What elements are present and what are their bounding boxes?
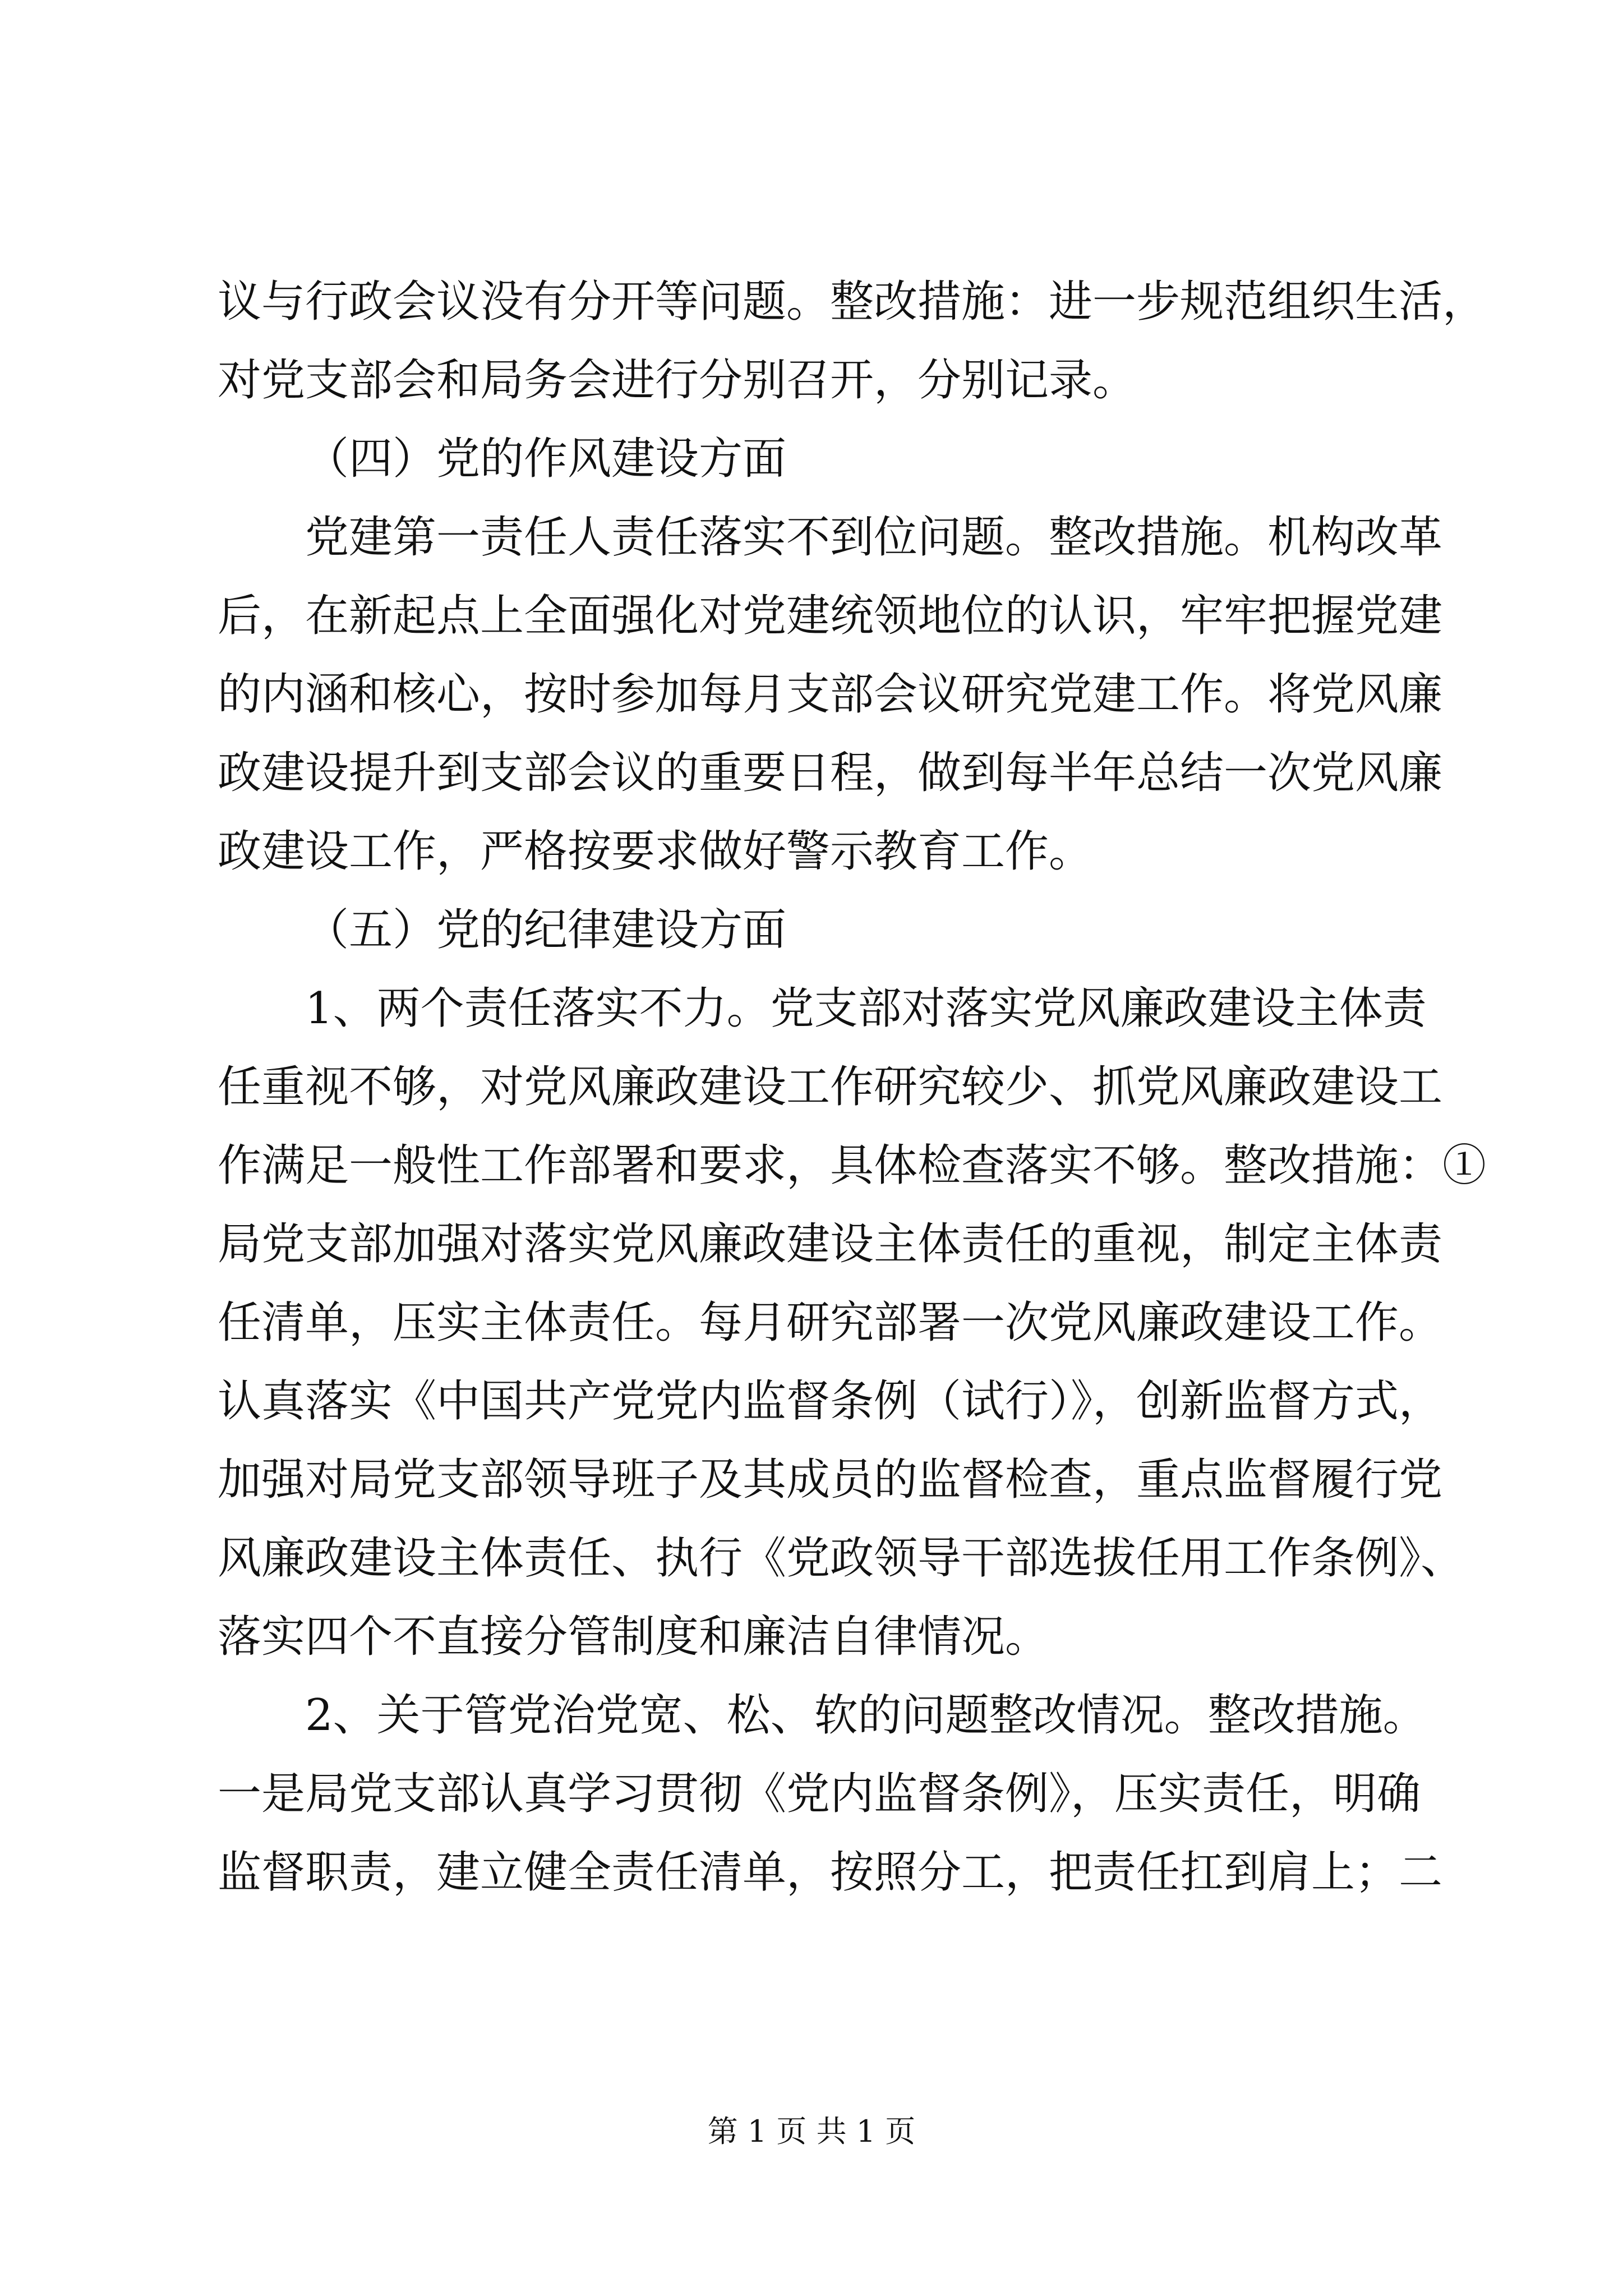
text-line: 任清单，压实主体责任。每月研究部署一次党风廉政建设工作。	[218, 1297, 1443, 1348]
body-text	[218, 263, 1487, 1912]
paragraph-first-line: 1、两个责任落实不力。党支部对落实党风廉政建设主体责	[305, 983, 1427, 1034]
text-line: 落实四个不直接分管制度和廉洁自律情况。	[218, 1612, 1049, 1662]
text-line: 风廉政建设主体责任、执行《党政领导干部选拔任用工作条例》、	[218, 1533, 1465, 1584]
text-line: 监督职责，建立健全责任清单，按照分工，把责任扛到肩上；二	[218, 1847, 1443, 1898]
text-line: 加强对局党支部领导班子及其成员的监督检查，重点监督履行党	[218, 1455, 1443, 1505]
text-line: 局党支部加强对落实党风廉政建设主体责任的重视，制定主体责	[218, 1219, 1443, 1269]
text-line: 作满足一般性工作部署和要求，具体检查落实不够。整改措施：①	[218, 1140, 1487, 1191]
text-line: 任重视不够，对党风廉政建设工作研究较少、抓党风廉政建设工	[218, 1062, 1443, 1112]
text-line: 对党支部会和局务会进行分别召开，分别记录。	[218, 355, 1137, 406]
text-line: 的内涵和核心，按时参加每月支部会议研究党建工作。将党风廉	[218, 669, 1443, 720]
text-line: 认真落实《中国共产党党内监督条例（试行）》，创新监督方式，	[218, 1376, 1443, 1427]
section-heading: （五）党的纪律建设方面	[305, 905, 787, 955]
text-line: 政建设提升到支部会议的重要日程，做到每半年总结一次党风廉	[218, 748, 1443, 798]
paragraph-first-line: 2、关于管党治党宽、松、软的问题整改情况。整改措施。	[305, 1690, 1427, 1741]
text-line: 一是局党支部认真学习贯彻《党内监督条例》，压实责任，明确	[218, 1769, 1421, 1819]
paragraph-first-line: 党建第一责任人责任落实不到位问题。整改措施。机构改革	[305, 512, 1443, 563]
section-heading: （四）党的作风建设方面	[305, 434, 787, 484]
text-line: 后，在新起点上全面强化对党建统领地位的认识，牢牢把握党建	[218, 591, 1443, 641]
text-line: 议与行政会议没有分开等问题。整改措施：进一步规范组织生活，	[218, 277, 1487, 327]
text-line: 政建设工作，严格按要求做好警示教育工作。	[218, 826, 1093, 877]
page-number-footer: 第 1 页 共 1 页	[707, 2114, 916, 2149]
